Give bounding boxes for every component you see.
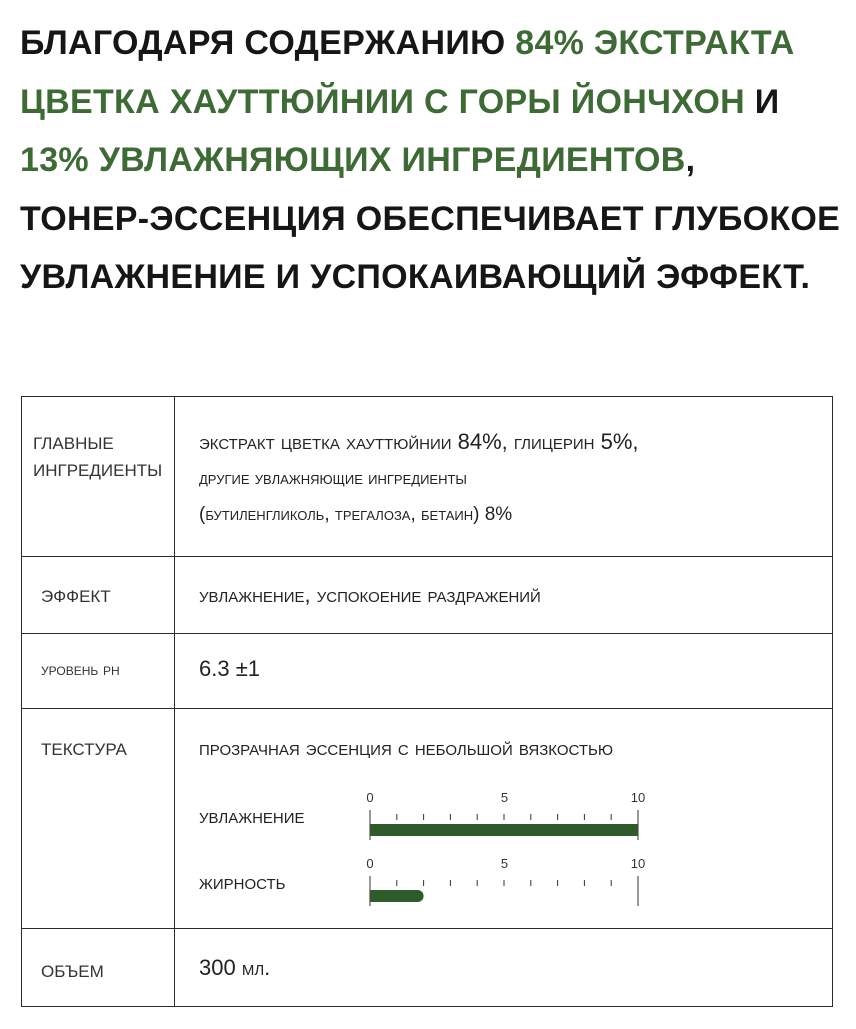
ingredients-label-2: ИНГРЕДИЕНТЫ bbox=[33, 461, 163, 480]
oiliness-bar-start bbox=[370, 890, 378, 902]
label-cell bbox=[22, 709, 175, 929]
value-cell bbox=[175, 709, 833, 929]
ph-value: 6.3 ±1 bbox=[199, 656, 261, 681]
label-cell bbox=[22, 557, 175, 634]
label-cell bbox=[22, 929, 175, 1007]
ingredients-line-1: экстракт цветка хауттюйнии 84%, глицерин 5%, bbox=[199, 429, 639, 454]
headline-line-3 bbox=[20, 131, 840, 190]
value-cell bbox=[175, 929, 833, 1007]
oiliness-gauge bbox=[366, 853, 650, 903]
scale-mid: 5 bbox=[500, 856, 509, 871]
headline-accent: 13% УВЛАЖНЯЮЩИХ ИНГРЕДИЕНТОВ bbox=[20, 141, 686, 179]
ingredients-line-2: другие увлажняющие ингредиенты bbox=[199, 468, 467, 489]
headline-text: , bbox=[685, 141, 696, 179]
oiliness-label: жирность bbox=[199, 869, 286, 894]
scale-mid: 5 bbox=[500, 790, 509, 805]
headline-text: И bbox=[745, 82, 780, 121]
value-cell bbox=[175, 634, 833, 709]
row-texture bbox=[22, 709, 833, 929]
volume-label: ОБЪЕМ bbox=[41, 962, 104, 981]
row-effect bbox=[22, 557, 833, 634]
row-volume bbox=[22, 929, 833, 1007]
effect-value: увлажнение, успокоение раздражений bbox=[199, 582, 541, 607]
label-cell bbox=[22, 397, 175, 557]
ph-label-text: уровень ph bbox=[41, 660, 120, 679]
scale-min: 0 bbox=[366, 856, 374, 871]
scale-max: 10 bbox=[630, 856, 646, 871]
row-ingredients bbox=[22, 397, 833, 557]
row-ph bbox=[22, 634, 833, 709]
effect-label: ЭФФЕКТ bbox=[41, 587, 111, 606]
headline-line-1 bbox=[20, 14, 840, 73]
ingredients-line-3: (бутиленгликоль, трегалоза, бетаин) 8% bbox=[199, 504, 513, 525]
texture-label: ТЕКСТУРА bbox=[41, 740, 127, 759]
spec-table bbox=[21, 396, 833, 1007]
ph-label bbox=[41, 656, 120, 683]
scale-min: 0 bbox=[366, 790, 374, 805]
ingredients-label-1: ГЛАВНЫЕ bbox=[33, 434, 114, 453]
label-cell bbox=[22, 634, 175, 709]
moisture-bar bbox=[370, 824, 638, 836]
moisture-gauge bbox=[366, 787, 650, 837]
headline-accent: ЦВЕТКА ХАУТТЮЙНИИ С ГОРЫ ЙОНЧХОН bbox=[20, 82, 745, 121]
scale-max: 10 bbox=[630, 790, 646, 805]
headline-line-2 bbox=[20, 73, 840, 132]
headline-accent: 84% ЭКСТРАКТА bbox=[515, 24, 795, 62]
headline bbox=[20, 14, 840, 307]
headline-line-4: ТОНЕР-ЭССЕНЦИЯ ОБЕСПЕЧИВАЕТ ГЛУБОКОЕ bbox=[20, 199, 841, 238]
oiliness-bar bbox=[370, 890, 424, 902]
value-cell bbox=[175, 397, 833, 557]
volume-value: 300 мл. bbox=[199, 955, 271, 980]
headline-text: БЛАГОДАРЯ СОДЕРЖАНИЮ bbox=[20, 24, 516, 62]
headline-line-5: УВЛАЖНЕНИЕ И УСПОКАИВАЮЩИЙ ЭФФЕКТ. bbox=[20, 258, 811, 296]
value-cell bbox=[175, 557, 833, 634]
texture-value: прозрачная эссенция с небольшой вязкостью bbox=[199, 735, 613, 760]
moisture-label: увлажнение bbox=[199, 803, 305, 828]
